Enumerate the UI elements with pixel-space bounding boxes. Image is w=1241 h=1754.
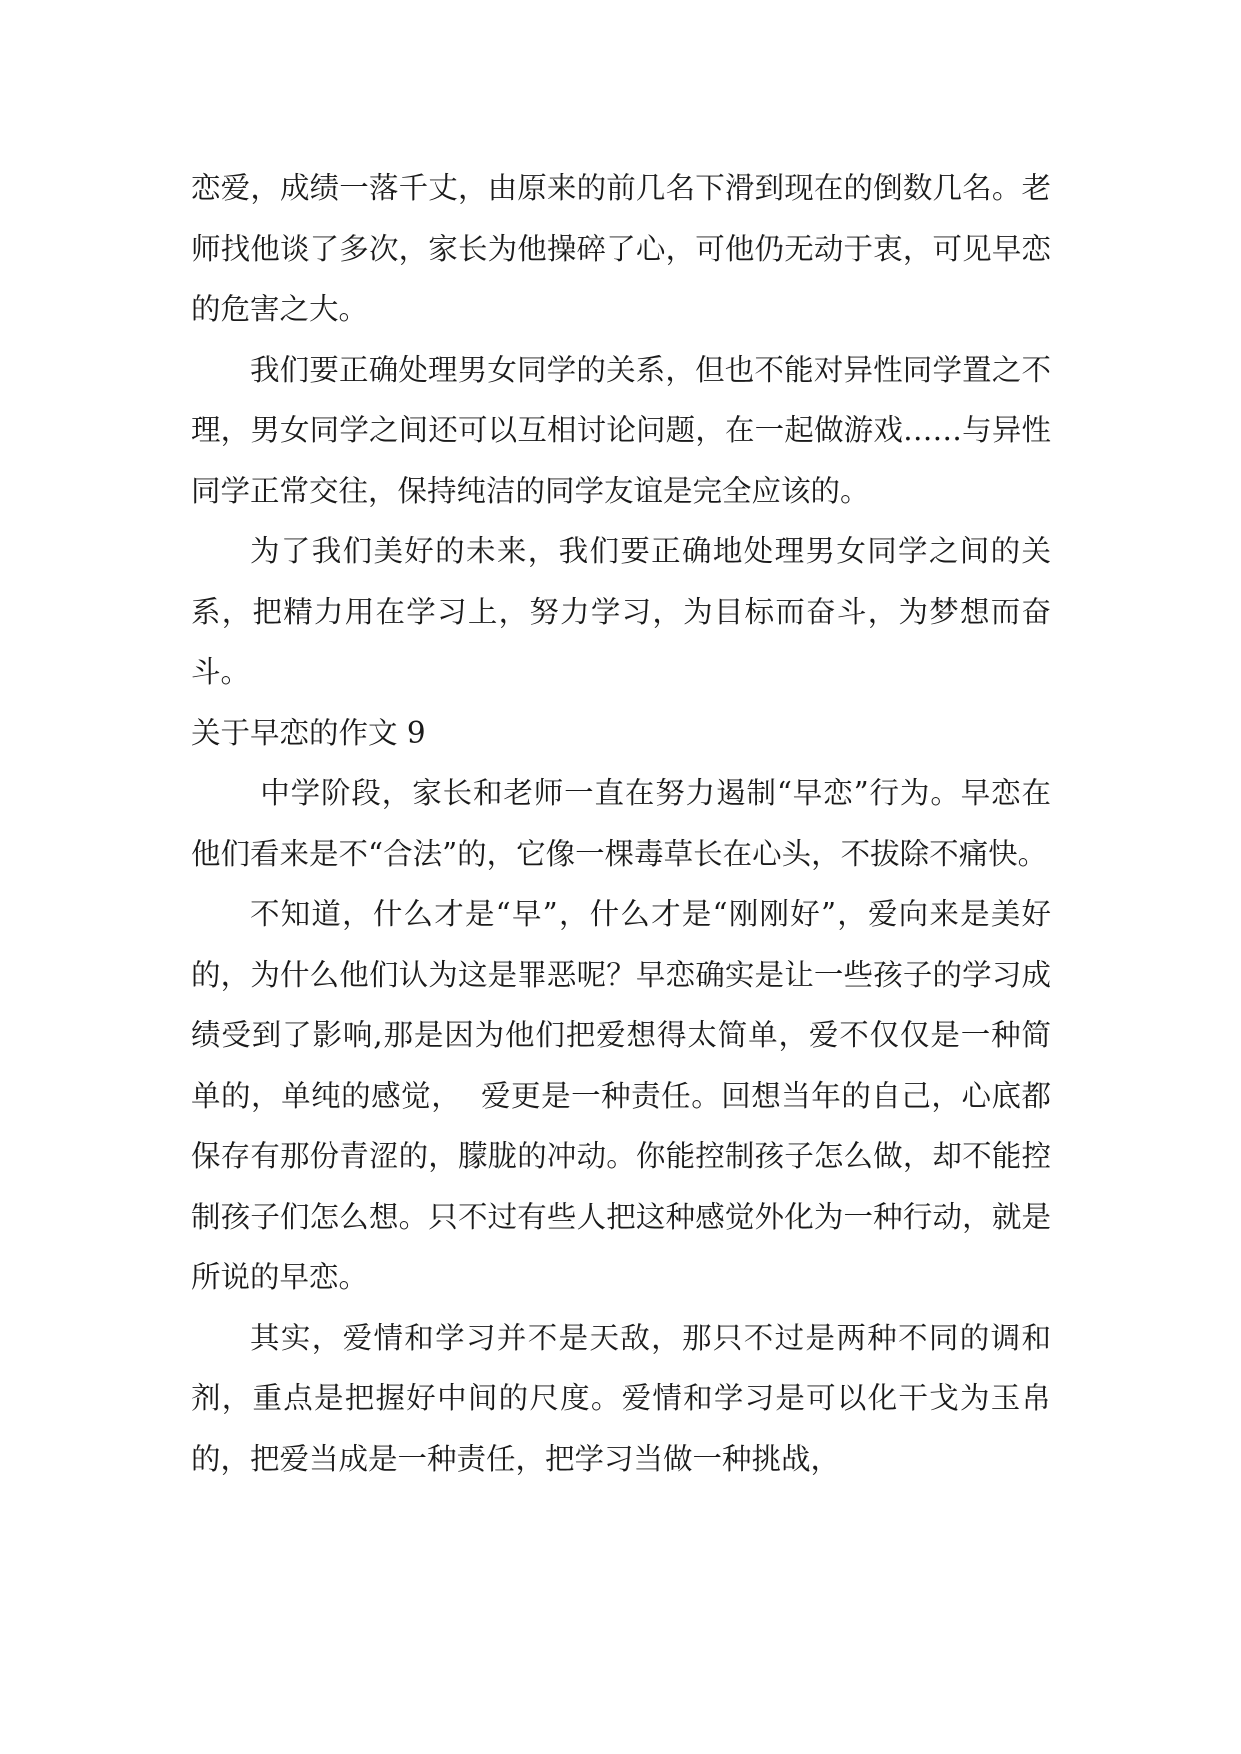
paragraph-1: 恋爱，成绩一落千丈，由原来的前几名下滑到现在的倒数几名。老师找他谈了多次，家长为他操碎了心，可他仍无动于衷，可见早恋的危害之大。 [191, 171, 1051, 326]
paragraph-4: 中学阶段，家长和老师一直在努力遏制“早恋”行为。早恋在他们看来是不“合法”的，它像一棵毒草长在心头，不拔除不痛快。 [191, 776, 1051, 871]
document-body [191, 158, 1051, 1489]
paragraph-3: 为了我们美好的未来，我们要正确地处理男女同学之间的关系，把精力用在学习上，努力学习，为目标而奋斗，为梦想而奋斗。 [191, 534, 1051, 689]
section-title: 关于早恋的作文 9 [191, 715, 426, 750]
paragraph-2: 我们要正确处理男女同学的关系，但也不能对异性同学置之不理，男女同学之间还可以互相讨论问题，在一起做游戏……与异性同学正常交往，保持纯洁的同学友谊是完全应该的。 [191, 352, 1051, 508]
paragraph-6: 其实，爱情和学习并不是天敌，那只不过是两种不同的调和剂，重点是把握好中间的尺度。爱情和学习是可以化干戈为玉帛的，把爱当成是一种责任，把学习当做一种挑战， [191, 1320, 1051, 1476]
paragraph-5: 不知道，什么才是“早”，什么才是“刚刚好”，爱向来是美好的，为什么他们认为这是罪恶呢？早恋确实是让一些孩子的学习成绩受到了影响,那是因为他们把爱想得太简单，爱不仅仅是一种简单的，单纯的感觉， 爱更是一种责任。回想当年的自己，心底都保存有那份青涩的，朦胧的冲动。你能控制孩子怎么做，却不能控制孩子们怎么想。只不过有些人把这种感觉外化为一种行动，就是所说的早恋。 [191, 897, 1051, 1294]
